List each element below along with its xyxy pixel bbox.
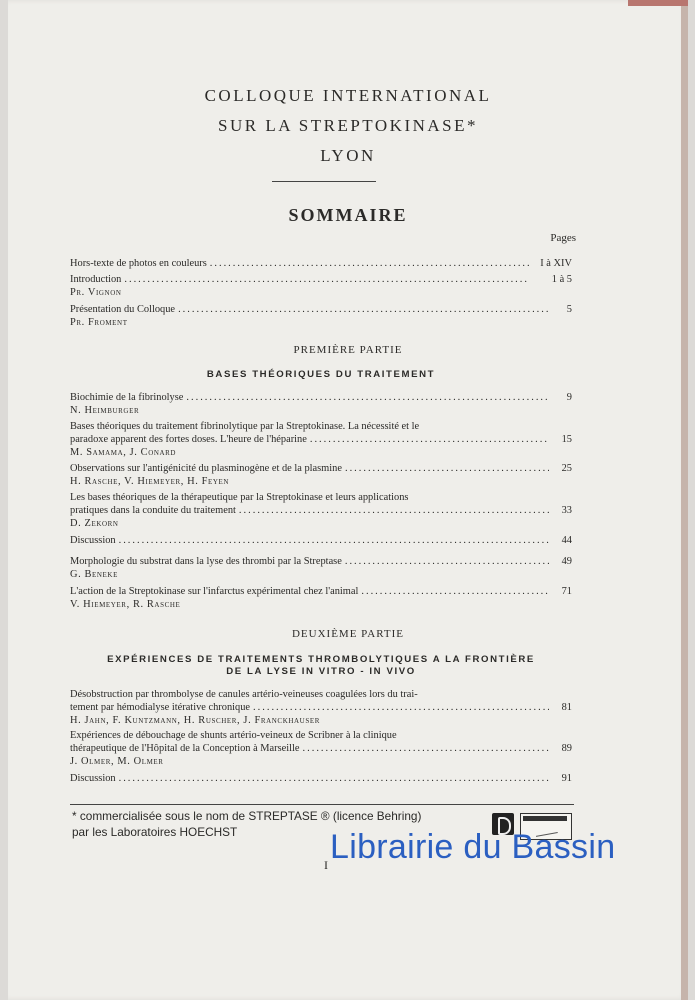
entry-pages: 49 (561, 556, 572, 567)
entry-author: Pr. Froment (70, 317, 128, 328)
entry-pages: 71 (561, 586, 572, 597)
entry-author: G. Beneke (70, 569, 118, 580)
leader-dots (310, 433, 549, 446)
entry-pages: 81 (561, 702, 572, 713)
entry-title: Observations sur l'antigénicité du plasminogène et de la plasmine (70, 463, 342, 474)
part-2-section-title-line-1: EXPÉRIENCES DE TRAITEMENTS THROMBOLYTIQUES A LA FRONTIÈRE (107, 654, 535, 665)
part-2-label: DEUXIÈME PARTIE (291, 628, 404, 640)
leader-dots (186, 391, 549, 404)
entry-pages: 25 (561, 463, 572, 474)
entry-pages: 44 (561, 535, 572, 546)
entry-title-line: pratiques dans la conduite du traitement (70, 505, 236, 516)
entry-title: Discussion (70, 773, 116, 784)
entry-title-line: thérapeutique de l'Hôpital de la Conception à Marseille (70, 743, 300, 754)
leader-dots (119, 772, 549, 785)
entry-title-line: tement par hémodialyse itérative chronique (70, 702, 251, 713)
watermark: Librairie du Bassin (330, 828, 616, 866)
entry-pages: 5 (566, 304, 572, 315)
entry-title: Présentation du Colloque (70, 304, 176, 315)
red-cover-edge (628, 0, 688, 6)
entry-pages: 15 (561, 434, 572, 445)
entry-pages: I à XIV (540, 258, 572, 269)
toc-entry (70, 462, 572, 488)
toc-entry (70, 585, 572, 611)
leader-dots (253, 701, 549, 714)
footnote-divider (70, 804, 574, 805)
leader-dots (361, 585, 549, 598)
leader-dots (303, 742, 549, 755)
part-1-section-title: BASES THÉORIQUES DU TRAITEMENT (206, 369, 436, 380)
toc-entry (70, 491, 572, 530)
entry-pages: 33 (561, 505, 572, 516)
leader-dots (345, 462, 549, 475)
footnote-line-2: par les Laboratoires HOECHST (72, 825, 238, 839)
entry-author: D. Zekorn (70, 518, 119, 529)
entry-title: Biochimie de la fibrinolyse (70, 392, 184, 403)
entry-author: H. Rasche, V. Hiemeyer, H. Feyen (70, 476, 230, 487)
pages-column-heading: Pages (550, 232, 576, 244)
sommaire-title: SOMMAIRE (288, 205, 408, 225)
leader-dots (119, 534, 549, 547)
header-line-3: LYON (320, 146, 376, 165)
leader-dots (210, 257, 529, 270)
toc-entry (70, 772, 572, 785)
part-2-section-title-line-2: DE LA LYSE IN VITRO - IN VIVO (226, 666, 416, 677)
toc-entry (70, 420, 572, 459)
part-1-label: PREMIÈRE PARTIE (293, 344, 403, 356)
entry-author: N. Heimburger (70, 405, 140, 416)
header-line-1: COLLOQUE INTERNATIONAL (204, 86, 492, 105)
leader-dots (239, 504, 549, 517)
toc-entry (70, 688, 572, 727)
entry-pages: 1 à 5 (551, 274, 572, 285)
toc-entry (70, 391, 572, 417)
entry-title-line: Expériences de débouchage de shunts artério-veineux de Scribner à la clinique (70, 730, 397, 741)
entry-pages: 9 (566, 392, 572, 403)
toc-entry (70, 534, 572, 547)
toc-entry (70, 729, 572, 768)
leader-dots (345, 555, 549, 568)
header-divider (272, 181, 376, 182)
entry-author: Pr. Vignon (70, 287, 122, 298)
leader-dots (124, 273, 529, 286)
entry-pages: 89 (561, 743, 572, 754)
entry-title-line: paradoxe apparent des fortes doses. L'heure de l'héparine (70, 434, 307, 445)
toc-entry (70, 257, 572, 270)
leader-dots (178, 303, 549, 316)
entry-title: Discussion (70, 535, 116, 546)
entry-title-line: Désobstruction par thrombolyse de canules artério-veineuses coagulées lors du trai- (70, 689, 418, 700)
entry-author: M. Samama, J. Conard (70, 447, 177, 458)
toc-entry (70, 273, 572, 299)
entry-title-line: Bases théoriques du traitement fibrinolytique par la Streptokinase. La nécessité et le (70, 421, 420, 432)
entry-title-line: Les bases théoriques de la thérapeutique par la Streptokinase et leurs applications (70, 492, 409, 503)
entry-title: Morphologie du substrat dans la lyse des thrombi par la Streptase (70, 556, 342, 567)
entry-title: Introduction (70, 274, 122, 285)
footnote-line-1: * commercialisée sous le nom de STREPTASE ® (licence Behring) (72, 809, 422, 823)
toc-entry (70, 303, 572, 329)
entry-author: J. Olmer, M. Olmer (70, 756, 164, 767)
entry-author: H. Jahn, F. Kuntzmann, H. Ruscher, J. Franckhauser (70, 715, 320, 726)
entry-pages: 91 (561, 773, 572, 784)
entry-author: V. Hiemeyer, R. Rasche (70, 599, 181, 610)
toc-entry (70, 555, 572, 581)
stamp-bar (523, 816, 567, 821)
entry-title: L'action de la Streptokinase sur l'infarctus expérimental chez l'animal (70, 586, 359, 597)
entry-title: Hors-texte de photos en couleurs (70, 258, 207, 269)
page-folio: I (324, 858, 328, 872)
header-line-2: SUR LA STREPTOKINASE* (218, 116, 478, 135)
